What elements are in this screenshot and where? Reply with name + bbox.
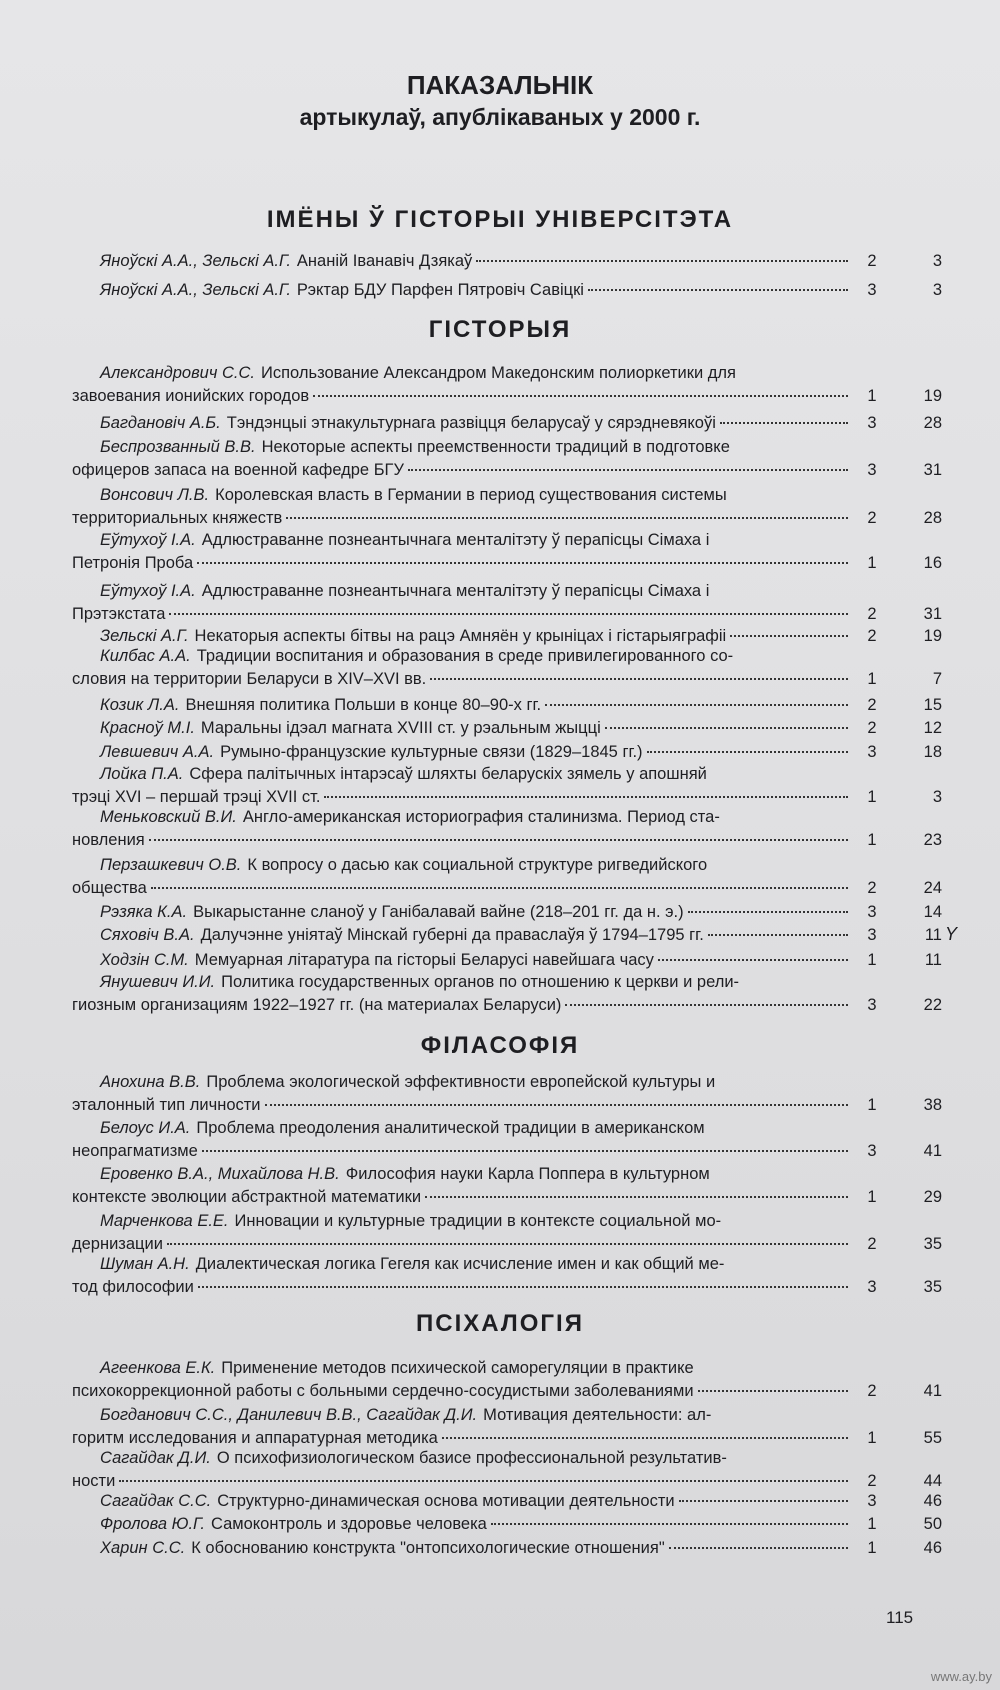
issue-number: 1 [867, 1188, 877, 1206]
entry-author: Зельскі А.Г. [100, 627, 189, 645]
issue-number: 1 [867, 554, 877, 572]
entry-author: Левшевич А.А. [100, 743, 215, 761]
entry-author: Шуман А.Н. [100, 1255, 190, 1273]
entry-title: Традиции воспитания и образования в среде привилегированного со- [196, 647, 734, 665]
issue-number: 2 [867, 879, 877, 897]
entry-title: К вопросу о дасью как социальной структуре ригведийского [247, 856, 708, 874]
entry-author: Александрович С.С. [100, 364, 255, 382]
index-entry [72, 924, 942, 947]
leader-dots [151, 887, 848, 889]
leader-dots [119, 1480, 848, 1482]
page-ref: 14 [923, 903, 942, 921]
page-ref: 3 [932, 252, 942, 270]
entry-title: Рэктар БДУ Парфен Пятровіч Савіцкі [296, 281, 584, 299]
entry-title: Инновации и культурные традиции в контексте социальной мо- [234, 1212, 722, 1230]
page-ref: 35 [923, 1278, 942, 1296]
entry-author: Еўтухоў І.А. [100, 582, 196, 600]
leader-dots [491, 1523, 848, 1525]
page-ref: 3 [932, 788, 942, 806]
entry-title: О психофизиологическом базисе профессиональной результатив- [216, 1449, 727, 1467]
entry-author: Беспрозванный В.В. [100, 438, 256, 456]
issue-number: 3 [867, 743, 877, 761]
entry-title: Мемуарная літаратура па гісторыі Беларусі навейшага часу [194, 951, 654, 969]
index-entry [72, 1490, 942, 1513]
entry-author: Богданович С.С., Данилевич В.В., Сагайдак Д.И. [100, 1406, 478, 1424]
page-ref: 16 [923, 554, 942, 572]
leader-dots [679, 1500, 848, 1502]
leader-dots [286, 517, 848, 519]
page-ref: 44 [923, 1472, 942, 1490]
leader-dots [149, 839, 848, 841]
index-entry [72, 1513, 942, 1536]
index-entry [72, 717, 942, 740]
entry-title-cont: дернизации [72, 1235, 163, 1253]
issue-number: 1 [867, 387, 877, 405]
entry-title: Использование Александром Македонским полиоркетики для [261, 364, 736, 382]
issue-number: 3 [867, 1142, 877, 1160]
entry-author: Вонсович Л.В. [100, 486, 210, 504]
page-ref: 24 [923, 879, 942, 897]
entry-title: Румыно-французские культурные связи (1829–1845 гг.) [220, 743, 643, 761]
issue-number: 1 [867, 1539, 877, 1557]
page-ref: 41 [923, 1382, 942, 1400]
entry-author: Красноў М.І. [100, 719, 195, 737]
issue-number: 2 [867, 1382, 877, 1400]
issue-number: 2 [867, 627, 877, 645]
leader-dots [265, 1104, 848, 1106]
entry-title-cont: словия на территории Беларуси в XIV–XVI вв. [72, 670, 427, 688]
page-ref: 19 [923, 387, 942, 405]
entry-title-cont: контексте эволюции абстрактной математики [72, 1188, 422, 1206]
issue-number: 3 [867, 281, 877, 299]
entry-title: Англо-американская историография сталинизма. Период ста- [242, 808, 720, 826]
issue-number: 1 [867, 788, 877, 806]
entry-author: Харин С.С. [100, 1539, 186, 1557]
index-entry [72, 645, 942, 691]
entry-author: Килбас А.А. [100, 647, 191, 665]
leader-dots [688, 911, 848, 913]
leader-dots [565, 1004, 848, 1006]
entry-title: Проблема преодоления аналитической традиции в американском [196, 1119, 705, 1137]
index-entry [72, 1404, 942, 1450]
issue-number: 3 [867, 1492, 877, 1510]
issue-number: 1 [867, 670, 877, 688]
entry-title-cont: общества [72, 879, 147, 897]
entry-author: Сагайдак С.С. [100, 1492, 212, 1510]
leader-dots [198, 1286, 848, 1288]
entry-author: Рэзяка К.А. [100, 903, 188, 921]
index-entry [72, 806, 942, 852]
page-ref: 41 [923, 1142, 942, 1160]
page-ref: 15 [923, 696, 942, 714]
issue-number: 3 [867, 1278, 877, 1296]
entry-author: Багдановіч А.Б. [100, 414, 221, 432]
leader-dots [698, 1390, 848, 1392]
page-ref: 19 [923, 627, 942, 645]
entry-title: Маральны ідэал магната XVIII ст. у рэальным жыцці [200, 719, 601, 737]
entry-author: Фролова Ю.Г. [100, 1515, 205, 1533]
index-entry [72, 250, 942, 273]
page-ref: 11 [924, 926, 942, 944]
entry-title-cont: психокоррекционной работы с больными сердечно-сосудистыми заболеваниями [72, 1382, 694, 1400]
index-entry [72, 412, 942, 435]
page-title: ПАКАЗАЛЬНІК [406, 70, 594, 100]
entry-title: Мотивация деятельности: ал- [483, 1406, 712, 1424]
issue-number: 1 [867, 1429, 877, 1447]
entry-title-cont: территориальных княжеств [72, 509, 283, 527]
entry-author: Яноўскі А.А., Зельскі А.Г. [100, 281, 291, 299]
index-entry [72, 1447, 942, 1493]
page-ref: 28 [923, 509, 942, 527]
index-entry [72, 971, 942, 1017]
index-entry [72, 1210, 942, 1256]
page-ref: 12 [923, 719, 942, 737]
index-entry [72, 580, 942, 626]
index-entry [72, 362, 942, 408]
entry-title: Далучэнне уніятаў Мінскай губерні да праваслаўя ў 1794–1795 гг. [200, 926, 704, 944]
leader-dots [669, 1547, 848, 1549]
page-ref: 29 [923, 1188, 942, 1206]
page-ref: 22 [923, 996, 942, 1014]
entry-author: Янушевич И.И. [100, 973, 216, 991]
issue-number: 1 [867, 831, 877, 849]
entry-author: Марченкова Е.Е. [100, 1212, 229, 1230]
issue-number: 1 [867, 1515, 877, 1533]
entry-author: Перзашкевич О.В. [100, 856, 242, 874]
leader-dots [169, 613, 848, 615]
entry-title: Выкарыстанне сланоў у Ганібалавай вайне (218–201 гг. да н. э.) [193, 903, 684, 921]
issue-number: 1 [867, 1096, 877, 1114]
section-heading: ФІЛАСОФІЯ [420, 1032, 580, 1059]
entry-author: Еўтухоў І.А. [100, 531, 196, 549]
entry-title: Применение методов психической саморегуляции в практике [221, 1359, 694, 1377]
entry-author: Сагайдак Д.И. [100, 1449, 211, 1467]
entry-author: Ходзін С.М. [100, 951, 189, 969]
issue-number: 3 [867, 926, 877, 944]
page-ref: 46 [923, 1492, 942, 1510]
entry-title: Адлюстраванне познеантычнага менталітэту ў перапісцы Сімаха і [201, 582, 710, 600]
leader-dots [425, 1196, 848, 1198]
issue-number: 2 [867, 509, 877, 527]
page-subtitle: артыкулаў, апублікаваных у 2000 г. [299, 104, 701, 130]
issue-number: 2 [867, 605, 877, 623]
entry-title: Некоторые аспекты преемственности традиций в подготовке [261, 438, 730, 456]
section-heading: ІМЁНЫ Ў ГІСТОРЫІ УНІВЕРСІТЭТА [266, 206, 734, 233]
entry-title-cont: офицеров запаса на военной кафедре БГУ [72, 461, 404, 479]
page-ref: 7 [932, 670, 942, 688]
index-entry [72, 694, 942, 717]
leader-dots [545, 704, 848, 706]
leader-dots [647, 751, 848, 753]
entry-title-cont: горитм исследования и аппаратурная методика [72, 1429, 438, 1447]
page-ref: 38 [923, 1096, 942, 1114]
page-ref: 28 [923, 414, 942, 432]
page-ref: 55 [923, 1429, 942, 1447]
issue-number: 2 [867, 719, 877, 737]
issue-number: 3 [867, 996, 877, 1014]
index-entry [72, 1163, 942, 1209]
issue-number: 3 [867, 414, 877, 432]
entry-title: Тэндэнцыі этнакультурнага развіцця беларусаў у сярэдневякоўі [226, 414, 716, 432]
index-entry [72, 763, 942, 809]
entry-title: Адлюстраванне познеантычнага менталітэту ў перапісцы Сімаха і [201, 531, 710, 549]
leader-dots [658, 959, 848, 961]
entry-title-cont: новления [72, 831, 145, 849]
section-heading: ГІСТОРЫЯ [428, 316, 572, 343]
page-ref: 18 [923, 743, 942, 761]
entry-title: Политика государственных органов по отношению к церкви и рели- [221, 973, 740, 991]
leader-dots [197, 562, 848, 564]
index-entry [72, 1071, 942, 1117]
entry-title-cont: тод философии [72, 1278, 194, 1296]
leader-dots [720, 422, 848, 424]
leader-dots [167, 1243, 848, 1245]
leader-dots [605, 727, 848, 729]
page-number: 115 [886, 1608, 914, 1627]
index-entry [72, 484, 942, 530]
entry-author: Белоус И.А. [100, 1119, 191, 1137]
entry-author: Сяховіч В.А. [100, 926, 195, 944]
index-entry [72, 1537, 942, 1560]
leader-dots [408, 469, 848, 471]
entry-author: Козик Л.А. [100, 696, 180, 714]
entry-title: Диалектическая логика Гегеля как исчисление имен и как общий ме- [195, 1255, 725, 1273]
issue-number: 1 [867, 951, 877, 969]
margin-mark: Y [945, 924, 958, 944]
entry-title: Философия науки Карла Поппера в культурном [345, 1165, 710, 1183]
entry-title: К обоснованию конструкта "онтопсихологические отношения" [191, 1539, 665, 1557]
entry-title-cont: неопрагматизме [72, 1142, 198, 1160]
entry-title: Некаторыя аспекты бітвы на рацэ Амняён у крыніцах і гістарыяграфіі [194, 627, 727, 645]
entry-title-cont: эталонный тип личности [72, 1096, 261, 1114]
index-entry [72, 436, 942, 482]
page-ref: 46 [923, 1539, 942, 1557]
entry-title: Королевская власть в Германии в период существования системы [215, 486, 727, 504]
index-entry [72, 854, 942, 900]
page-ref: 31 [923, 461, 942, 479]
entry-title: Внешняя политика Польши в конце 80–90-х гг. [185, 696, 542, 714]
watermark: www.ay.by [930, 1669, 992, 1684]
leader-dots [324, 796, 848, 798]
section-heading: ПСІХАЛОГІЯ [416, 1310, 584, 1337]
page-ref: 50 [923, 1515, 942, 1533]
leader-dots [202, 1150, 848, 1152]
leader-dots [442, 1437, 848, 1439]
entry-title: Самоконтроль и здоровье человека [210, 1515, 487, 1533]
entry-title-cont: Петронія Проба [72, 554, 194, 572]
index-entry [72, 949, 942, 972]
entry-author: Анохина В.В. [100, 1073, 201, 1091]
index-entry [72, 1117, 942, 1163]
entry-author: Агеенкова Е.К. [100, 1359, 216, 1377]
leader-dots [708, 934, 848, 936]
entry-title: Проблема экологической эффективности европейской культуры и [206, 1073, 716, 1091]
entry-title-cont: гиозным организациям 1922–1927 гг. (на материалах Беларуси) [72, 996, 562, 1014]
entry-title-cont: ности [72, 1472, 116, 1490]
index-entry [72, 1357, 942, 1403]
issue-number: 2 [867, 252, 877, 270]
index-entry [72, 279, 942, 302]
entry-title-cont: завоевания ионийских городов [72, 387, 310, 405]
entry-title-cont: Прэтэкстата [72, 605, 166, 623]
index-entry [72, 901, 942, 924]
leader-dots [476, 260, 848, 262]
index-entry [72, 741, 942, 764]
index-entry [72, 1253, 942, 1299]
leader-dots [430, 678, 848, 680]
leader-dots [313, 395, 848, 397]
leader-dots [730, 635, 848, 637]
page-ref: 3 [932, 281, 942, 299]
entry-title: Сфера палітычных інтарэсаў шляхты беларускіх зямель у апошняй [189, 765, 707, 783]
entry-title-cont: трэці XVI – першай трэці XVII ст. [72, 788, 321, 806]
index-entry [72, 529, 942, 575]
entry-author: Яноўскі А.А., Зельскі А.Г. [100, 252, 291, 270]
issue-number: 3 [867, 461, 877, 479]
issue-number: 2 [867, 1472, 877, 1490]
issue-number: 2 [867, 1235, 877, 1253]
page-ref: 11 [924, 951, 942, 969]
entry-author: Еровенко В.А., Михайлова Н.В. [100, 1165, 340, 1183]
issue-number: 2 [867, 696, 877, 714]
entry-title: Структурно-динамическая основа мотивации деятельности [217, 1492, 675, 1510]
entry-author: Меньковский В.И. [100, 808, 237, 826]
page-ref: 23 [923, 831, 942, 849]
leader-dots [588, 289, 848, 291]
entry-author: Лойка П.А. [100, 765, 184, 783]
page-ref: 35 [923, 1235, 942, 1253]
page-ref: 31 [923, 605, 942, 623]
issue-number: 3 [867, 903, 877, 921]
entry-title: Ананій Іванавіч Дзякаў [296, 252, 473, 270]
